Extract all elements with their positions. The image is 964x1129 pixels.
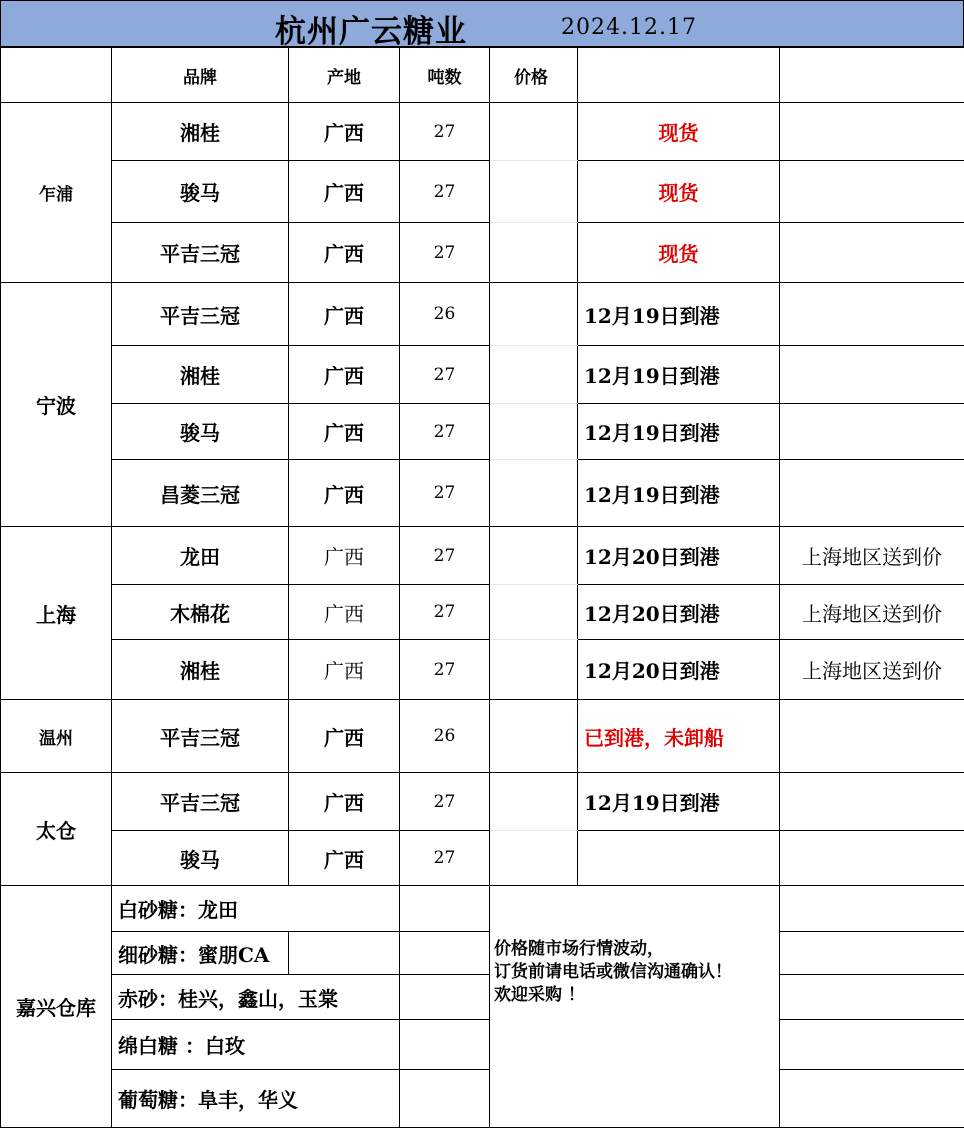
origin-cell: 广西: [289, 346, 400, 404]
note-cell: [780, 460, 964, 527]
table-row: [1, 640, 964, 700]
warehouse-note-blank: [780, 1020, 964, 1070]
note-cell: [780, 346, 964, 404]
tons-cell: 27: [400, 223, 490, 283]
warehouse-note-blank: [780, 932, 964, 975]
tons-cell: 26: [400, 700, 490, 773]
origin-cell: 广西: [289, 700, 400, 773]
table-row: [1, 527, 964, 585]
warehouse-item: 绵白糖 ：白玫: [112, 1020, 400, 1070]
brand-cell: 平吉三冠: [112, 283, 289, 346]
tons-cell: 27: [400, 161, 490, 223]
origin-cell: 广西: [289, 103, 400, 161]
region-ningbo: 宁波: [1, 283, 112, 527]
notice-line: 价格随市场行情波动，: [494, 939, 664, 959]
status-cell: 12月20日到港: [578, 640, 780, 700]
price-cell: [490, 640, 578, 700]
status-cell: 12月20日到港: [578, 585, 780, 640]
region-zhapu: 乍浦: [1, 103, 112, 283]
brand-cell: 骏马: [112, 831, 289, 886]
table-row: [1, 460, 964, 527]
header-tons: 吨数: [400, 48, 490, 103]
status-cell: 12月19日到港: [578, 346, 780, 404]
table-row: [1, 404, 964, 460]
brand-cell: 木棉花: [112, 585, 289, 640]
status-cell: 12月20日到港: [578, 527, 780, 585]
origin-cell: 广西: [289, 585, 400, 640]
brand-cell: 骏马: [112, 404, 289, 460]
status-cell: 12月19日到港: [578, 773, 780, 831]
header-price: 价格: [490, 48, 578, 103]
note-cell: [780, 161, 964, 223]
warehouse-blank: [400, 932, 490, 975]
status-cell: 已到港，未卸船: [578, 700, 780, 773]
warehouse-item: 白砂糖：龙田: [112, 886, 400, 932]
price-cell: [490, 161, 578, 223]
status-cell: 现货: [578, 103, 780, 161]
brand-cell: 昌菱三冠: [112, 460, 289, 527]
table-row: [1, 932, 964, 975]
price-cell: [490, 527, 578, 585]
origin-cell: 广西: [289, 460, 400, 527]
origin-cell: 广西: [289, 773, 400, 831]
tons-cell: 27: [400, 404, 490, 460]
table-row: [1, 773, 964, 831]
price-cell: [490, 700, 578, 773]
note-cell: 上海地区送到价: [780, 640, 964, 700]
region-taicang: 太仓: [1, 773, 112, 886]
brand-cell: 湘桂: [112, 640, 289, 700]
table-row: [1, 886, 964, 932]
warehouse-blank: [400, 975, 490, 1020]
origin-cell: 广西: [289, 640, 400, 700]
warehouse-note-blank: [780, 1070, 964, 1128]
note-cell: [780, 103, 964, 161]
notice-line: 订货前请电话或微信沟通确认！: [494, 962, 732, 982]
brand-cell: 湘桂: [112, 346, 289, 404]
origin-cell: 广西: [289, 831, 400, 886]
header-blank: [1, 48, 112, 103]
origin-cell: 广西: [289, 527, 400, 585]
table-row: [1, 223, 964, 283]
status-cell: 12月19日到港: [578, 283, 780, 346]
table-row: [1, 346, 964, 404]
warehouse-item: 赤砂：桂兴，鑫山，玉棠: [112, 975, 400, 1020]
origin-cell: 广西: [289, 283, 400, 346]
title-bar: [0, 0, 964, 50]
report-date: 2024.12.17: [561, 15, 697, 40]
table-row: [1, 1070, 964, 1128]
note-cell: 上海地区送到价: [780, 527, 964, 585]
brand-cell: 龙田: [112, 527, 289, 585]
origin-cell: 广西: [289, 161, 400, 223]
header-blank-status: [578, 48, 780, 103]
price-cell: [490, 103, 578, 161]
price-cell: [490, 831, 578, 886]
region-jiaxing-warehouse: 嘉兴仓库: [1, 886, 112, 1128]
region-shanghai: 上海: [1, 527, 112, 700]
inventory-table: [0, 47, 964, 1128]
price-cell: [490, 460, 578, 527]
brand-cell: 平吉三冠: [112, 773, 289, 831]
table-row: [1, 1020, 964, 1070]
brand-cell: 骏马: [112, 161, 289, 223]
tons-cell: 27: [400, 640, 490, 700]
warehouse-item: 葡萄糖：阜丰，华义: [112, 1070, 400, 1128]
note-cell: [780, 404, 964, 460]
tons-cell: 26: [400, 283, 490, 346]
company-title: 杭州广云糖业: [275, 14, 467, 50]
header-blank-note: [780, 48, 964, 103]
table-row: [1, 161, 964, 223]
status-cell: 12月19日到港: [578, 460, 780, 527]
price-notice: [490, 886, 780, 1128]
price-cell: [490, 585, 578, 640]
brand-cell: 平吉三冠: [112, 700, 289, 773]
tons-cell: 27: [400, 460, 490, 527]
warehouse-blank: [400, 1020, 490, 1070]
tons-cell: 27: [400, 773, 490, 831]
region-wenzhou: 温州: [1, 700, 112, 773]
tons-cell: 27: [400, 346, 490, 404]
tons-cell: 27: [400, 527, 490, 585]
status-cell: 现货: [578, 161, 780, 223]
header-row: [1, 48, 964, 103]
tons-cell: 27: [400, 103, 490, 161]
table-row: [1, 700, 964, 773]
note-cell: [780, 773, 964, 831]
warehouse-blank: [400, 886, 490, 932]
warehouse-note-blank: [780, 975, 964, 1020]
warehouse-blank: [289, 932, 400, 975]
note-cell: [780, 831, 964, 886]
warehouse-blank: [400, 1070, 490, 1128]
price-cell: [490, 346, 578, 404]
note-cell: [780, 283, 964, 346]
price-cell: [490, 773, 578, 831]
brand-cell: 湘桂: [112, 103, 289, 161]
price-cell: [490, 223, 578, 283]
warehouse-item: 细砂糖：蜜朋CA: [112, 932, 289, 975]
tons-cell: 27: [400, 831, 490, 886]
origin-cell: 广西: [289, 404, 400, 460]
table-row: [1, 283, 964, 346]
table-row: [1, 975, 964, 1020]
status-cell: 12月19日到港: [578, 404, 780, 460]
table-row: [1, 831, 964, 886]
table-row: [1, 585, 964, 640]
note-cell: [780, 700, 964, 773]
brand-cell: 平吉三冠: [112, 223, 289, 283]
table-row: [1, 103, 964, 161]
note-cell: 上海地区送到价: [780, 585, 964, 640]
status-cell: 现货: [578, 223, 780, 283]
origin-cell: 广西: [289, 223, 400, 283]
price-cell: [490, 283, 578, 346]
note-cell: [780, 223, 964, 283]
notice-line: 欢迎采购 ！: [494, 985, 585, 1005]
status-cell: [578, 831, 780, 886]
header-origin: 产地: [289, 48, 400, 103]
price-cell: [490, 404, 578, 460]
header-brand: 品牌: [112, 48, 289, 103]
warehouse-note-blank: [780, 886, 964, 932]
tons-cell: 27: [400, 585, 490, 640]
